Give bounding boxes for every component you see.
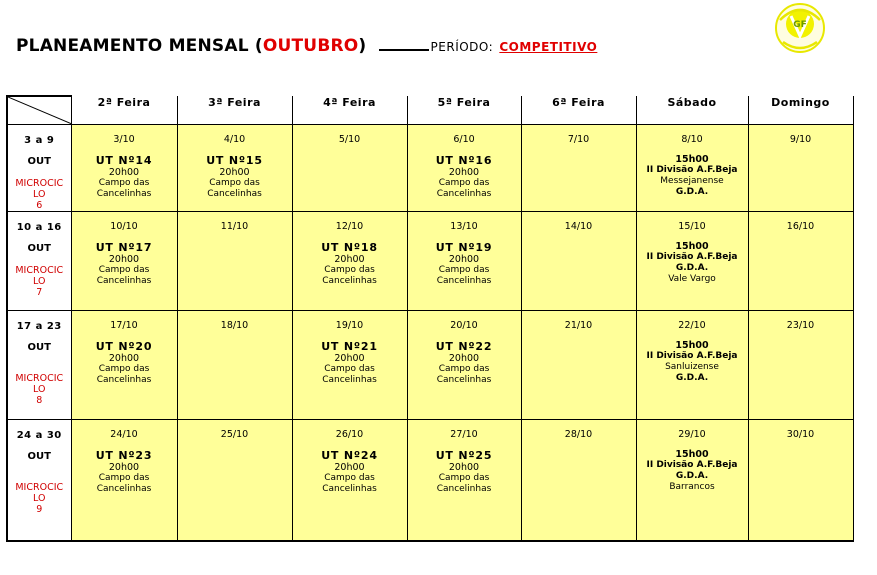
day-cell: 20/10 UT Nº22 20h00 Campo das Cancelinhas	[407, 311, 521, 420]
training-unit: UT Nº16	[435, 154, 493, 167]
header-segunda: 2ª Feira	[71, 96, 177, 125]
day-cell: 25/10	[177, 420, 292, 541]
training-unit: UT Nº14	[95, 154, 153, 167]
week-label-cell	[7, 420, 71, 541]
training-unit: UT Nº20	[95, 340, 153, 353]
title-month: OUTUBRO	[262, 36, 359, 56]
week-row	[7, 311, 853, 420]
title-prefix: PLANEAMENTO MENSAL (	[16, 36, 263, 56]
week-month: OUT	[27, 451, 51, 462]
training-unit: UT Nº24	[321, 449, 378, 462]
header-sexta: 6ª Feira	[521, 96, 636, 125]
week-month: OUT	[27, 243, 51, 254]
day-cell: 7/10	[521, 125, 636, 212]
week-label-cell	[7, 212, 71, 311]
monthly-plan-table	[6, 95, 854, 542]
training-unit: UT Nº19	[435, 241, 493, 254]
week-label-cell	[7, 125, 71, 212]
training-unit: UT Nº18	[321, 241, 378, 254]
microcycle-label: MICROCIC LO 7	[15, 265, 64, 298]
day-cell: 17/10 UT Nº20 20h00 Campo das Cancelinhas	[71, 311, 177, 420]
day-cell: 5/10	[292, 125, 407, 212]
page-title	[16, 35, 597, 56]
training-unit: UT Nº23	[95, 449, 153, 462]
day-cell: 19/10 UT Nº21 20h00 Campo das Cancelinhas	[292, 311, 407, 420]
training-unit: UT Nº17	[95, 241, 153, 254]
microcycle-label: MICROCIC LO 8	[15, 373, 64, 406]
day-cell: 3/10 UT Nº14 20h00 Campo das Cancelinhas	[71, 125, 177, 212]
title-suffix: )	[358, 36, 367, 56]
header-quinta: 5ª Feira	[407, 96, 521, 125]
day-cell: 12/10 UT Nº18 20h00 Campo das Cancelinhas	[292, 212, 407, 311]
day-cell: 30/10	[748, 420, 853, 541]
day-cell: 11/10	[177, 212, 292, 311]
periodo-label: PERÍODO:	[430, 40, 494, 54]
periodo-value: COMPETITIVO	[499, 40, 598, 54]
day-cell: 18/10	[177, 311, 292, 420]
day-cell: 13/10 UT Nº19 20h00 Campo das Cancelinhas	[407, 212, 521, 311]
week-label-cell	[7, 311, 71, 420]
day-cell: 4/10 UT Nº15 20h00 Campo das Cancelinhas	[177, 125, 292, 212]
week-row	[7, 125, 853, 212]
week-month: OUT	[27, 156, 51, 167]
header-domingo: Domingo	[748, 96, 853, 125]
corner-cell	[7, 96, 71, 125]
match-day-cell: 29/10 15h00 II Divisão A.F.Beja G.D.A. Barrancos	[636, 420, 748, 541]
day-cell: 21/10	[521, 311, 636, 420]
day-cell: 16/10	[748, 212, 853, 311]
training-unit: UT Nº22	[435, 340, 493, 353]
svg-text:GF: GF	[793, 20, 807, 30]
microcycle-label: MICROCIC LO 9	[15, 482, 64, 515]
week-range: 24 a 30	[16, 430, 62, 441]
week-range: 3 a 9	[24, 135, 55, 146]
week-month: OUT	[27, 342, 51, 353]
day-cell: 23/10	[748, 311, 853, 420]
training-unit: UT Nº25	[435, 449, 493, 462]
day-cell: 24/10 UT Nº23 20h00 Campo das Cancelinhas	[71, 420, 177, 541]
training-unit: UT Nº21	[321, 340, 378, 353]
week-range: 10 a 16	[16, 222, 62, 233]
day-cell: 9/10	[748, 125, 853, 212]
week-row	[7, 420, 853, 541]
week-range: 17 a 23	[16, 321, 62, 332]
day-cell: 27/10 UT Nº25 20h00 Campo das Cancelinhas	[407, 420, 521, 541]
day-cell: 26/10 UT Nº24 20h00 Campo das Cancelinhas	[292, 420, 407, 541]
day-cell: 14/10	[521, 212, 636, 311]
training-unit: UT Nº15	[206, 154, 263, 167]
header-sabado: Sábado	[636, 96, 748, 125]
day-cell: 10/10 UT Nº17 20h00 Campo das Cancelinhas	[71, 212, 177, 311]
day-cell: 28/10	[521, 420, 636, 541]
microcycle-label: MICROCIC LO 6	[15, 178, 64, 211]
club-logo-icon	[771, 2, 829, 54]
header-terca: 3ª Feira	[177, 96, 292, 125]
match-day-cell: 8/10 15h00 II Divisão A.F.Beja Messejanense G.D.A.	[636, 125, 748, 212]
header-row	[7, 96, 853, 125]
match-day-cell: 22/10 15h00 II Divisão A.F.Beja Sanluizense G.D.A.	[636, 311, 748, 420]
title-blank-line	[379, 35, 429, 51]
header-quarta: 4ª Feira	[292, 96, 407, 125]
day-cell: 6/10 UT Nº16 20h00 Campo das Cancelinhas	[407, 125, 521, 212]
match-day-cell: 15/10 15h00 II Divisão A.F.Beja G.D.A. Vale Vargo	[636, 212, 748, 311]
week-row	[7, 212, 853, 311]
